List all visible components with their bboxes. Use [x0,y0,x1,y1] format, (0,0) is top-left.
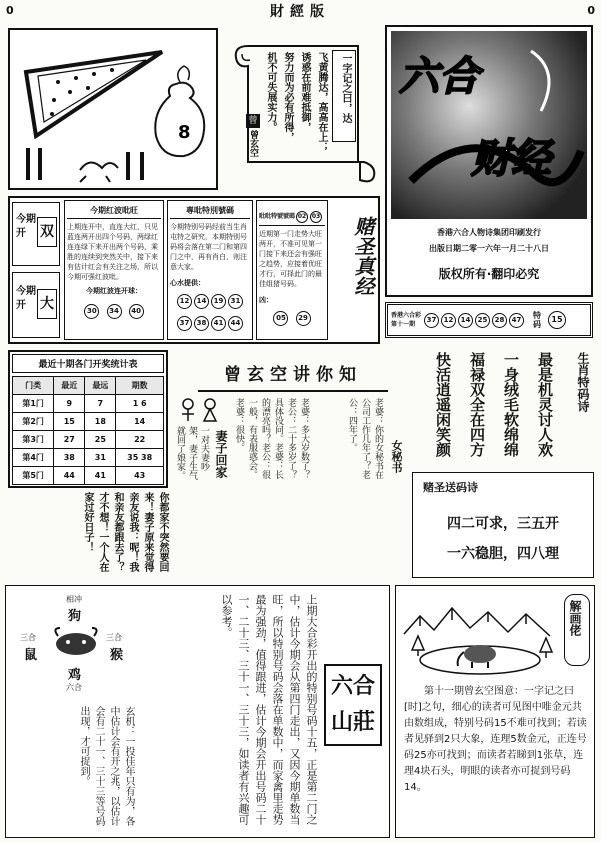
comic-secretary-dialog-b: 老婆：多大岁数了？老公：二十多岁了？具体没问。老婆：长的漂亮吗？老公：很一般，有表服惑会。老婆：很快。 [234,398,309,479]
magazine-cover [385,25,593,297]
number-ball: 40 [129,304,144,319]
zodiac-left-relation: 三合 [20,633,36,642]
interpreter-badge [564,594,590,666]
zodiac-poem-panel [412,348,594,468]
red-wave-numbers [67,298,161,320]
big-small-value: 大 [37,289,57,319]
zodiac-left-animal: 鼠 [24,648,38,663]
special-pick-title: 專吡特別號碼 [170,203,250,219]
table-cell: 31 [85,449,116,467]
door-stats-table [12,376,164,485]
number-ball: 25 [475,313,490,328]
results-numbers [423,312,525,329]
page-number-right: 0 [587,4,595,17]
zodiac-poem-title: 生肖特码诗 [576,352,590,412]
riddle-drawing-panel [8,28,218,190]
table-cell: 43 [116,467,164,485]
table-cell: 1 6 [116,395,164,413]
mountain-column-panel [5,585,390,838]
cover-art [391,31,587,219]
zodiac-right-animal: 猴 [110,648,124,663]
bird-icon [80,162,118,182]
table-cell: 27 [54,431,85,449]
poem-line: 最是机灵讨人欢 [536,352,554,457]
number-ball: 29 [296,311,311,326]
riddle-drawing [10,30,216,188]
saint-poem-line: 一六稳胆，四八理 [447,546,559,562]
table-cell: 第1门 [13,395,54,413]
picture-interpreter-panel [395,585,595,838]
cover-publisher: 香港六合人物诗集团印刷发行 [437,228,541,237]
poem-line: 一身绒毛软绵绵 [502,352,520,457]
red-wave-box [64,200,164,340]
table-cell: 第5门 [13,467,54,485]
big-small-label: 今期开 [16,286,36,311]
door-stats-panel [8,350,168,488]
motto-line: 机不可失展实力。 [265,52,276,132]
door-stats-title: 最近十期各门开奖统计表 [12,354,164,373]
number-ball: 37 [424,313,439,328]
results-lottery-name: 香港六合彩 [391,312,422,319]
number-ball: 37 [177,316,192,331]
interpreter-body: 第十一期曾玄空图意：一字记之曰[时]之句，细心的读者可见图中唯金元共由数组成，特别号码15不难可找到；若读者见驿到2只大象，连理5数金元，正连号码25亦可找到；而读者若睇到1张草，连理4块石头，明眼的读者亦可捉到号码14。 [404,686,587,793]
number-ball: 14 [194,294,209,309]
number-ball: 05 [273,311,288,326]
table-cell: 9 [54,395,85,413]
table-cell: 44 [54,467,85,485]
motto-verse [262,52,330,160]
ox-icon [50,626,102,660]
number-ball: 38 [194,316,209,331]
number-ball: 34 [107,304,122,319]
number-ball: 41 [211,316,226,331]
red-wave-footer: 今期红波连开球： [86,287,142,295]
comic-wife-label: 妻子回家 [214,430,228,478]
mountain-icon [404,608,550,636]
number-ball: 30 [84,304,99,319]
special-pick-body: 今期特别号码经前当生肖屯特之研究，本期特别号码将会落在第二门和第四门之中，再有肖白，则注意大家。 [170,223,247,271]
motto-scroll [228,34,378,184]
number-ball: 47 [509,313,524,328]
table-row [13,467,164,485]
lucky-pick-label: 凶： [259,296,273,304]
mountain-column-sign: 六合山莊 [324,664,382,746]
table-cell: 第2门 [13,413,54,431]
table-cell: 15 [54,413,85,431]
author-name: 曾玄空 [248,130,258,157]
jar-icon [155,66,204,156]
motto-line: 飞黄腾达，高高在上； [316,52,327,152]
lucky-pick-box [256,200,328,340]
special-pick-label: 心水提供： [170,279,205,287]
results-label [391,311,421,329]
zodiac-bottom-animal: 鸡 [68,668,82,683]
comic-title: 曾玄空讲你知 [198,360,388,392]
special-number-ball: 15 [548,311,566,329]
special-pick-box [167,200,253,340]
mountain-column-body: 上期大合彩开出的特别号码十五，正是第二门之中，估计今期会从第四门走出，又因今期单数当旺，所以特别号码会落在单数中，而家禽里走势最为强劲，值得跟进，估计今期会开出号码二十一、二十三、三十一、三十三，如读者有兴趣可以参考。 [220,594,318,825]
cover-logo-top: 六合 [399,54,479,100]
landscape-drawing [400,594,560,680]
results-bar [385,302,593,338]
mountain-hint: 玄机：一投佳年只有为，各中估计会有开之兆，以估计会有二十一、三十三等号码出现，才可捉到。 [78,706,134,826]
table-row [13,449,164,467]
table-cell: 第4门 [13,449,54,467]
number-ball: 12 [177,294,192,309]
table-row [13,431,164,449]
elephant-icon [458,645,496,668]
number-ball: 03 [310,211,322,223]
red-wave-body: 上期连开中，直连大红，只见蓝连两开出四个号码，两绿红连连绿下来开出两个号码，乘胜的连续到突然关中，接下来有估计红会有关注之场，所以今期可强红波吡。 [67,223,158,281]
table-cell: 14 [116,413,164,431]
number-ball: 44 [228,316,243,331]
cover-logo-bottom: 财经 [471,136,551,182]
number-ball: 14 [458,313,473,328]
author-seal: 曾 [246,114,260,128]
table-row [13,413,164,431]
odd-even-label: 今期开 [16,214,36,239]
triangle-flag-icon [26,52,162,136]
motto-line: 努力而为必有所得， [282,52,293,142]
poem-line: 福禄双全在四方 [468,352,486,457]
table-header: 最远 [85,377,116,395]
table-cell: 25 [85,431,116,449]
special-pick-numbers [170,288,250,332]
comic-wife-intro: 一对夫妻吵架，妻子生气就回了娘家。 [175,426,209,480]
odd-even-value: 双 [37,217,57,247]
results-issue: 第十一期 [391,321,416,328]
table-cell: 35 38 [116,449,164,467]
table-header: 最近 [54,377,85,395]
number-ball: 19 [211,294,226,309]
comic-secretary-label: 女秘书 [390,440,403,473]
zodiac-right-relation: 三合 [106,633,122,642]
number-ball: 02 [296,211,308,223]
saint-poem-line: 四二可求，三五开 [447,516,559,532]
comic-secretary-dialog-a: 老婆：你的女秘书在公司工作几年了？老公：四年了。 [347,398,383,479]
lucky-pick-body: 近期第一门走势大旺两开，不准可见第一门接下来还会有强旺之趋势，应接着优旺才行，可择此门的最佳组猪号码。 [259,230,322,288]
table-header: 门类 [13,377,54,395]
interpreter-label: 解画佬 [568,600,582,636]
results-special-label: 特码 [533,311,541,329]
table-header-row [13,377,164,395]
table-cell: 22 [116,431,164,449]
cover-rights: 版权所有·翻印必究 [438,267,540,281]
odd-even-box [12,202,60,266]
big-small-box [12,272,60,338]
section-title: 財經版 [270,4,330,20]
lucky-pick-title: 吡吡特號號碼 [259,213,296,220]
number-ball: 31 [228,294,243,309]
table-cell: 38 [54,449,85,467]
number-ball: 28 [492,313,507,328]
page-number-left: 0 [6,4,14,17]
table-cell: 18 [85,413,116,431]
poem-line: 快活逍遥闲笑颜 [434,352,452,457]
zodiac-bottom-relation: 六合 [66,683,82,692]
saint-poem-title: 赌圣送码诗 [423,481,478,494]
red-wave-title: 今期红波吡旺 [67,203,161,219]
cover-swirl-icon [391,31,587,219]
saint-poem-panel [412,472,594,578]
table-cell: 41 [85,467,116,485]
prediction-frame [8,196,380,344]
lucky-pick-numbers [259,305,325,327]
table-row [13,395,164,413]
comic-wife-story: 你都家不突然要回来！妻子原来觉得亲友说我：呢！我和亲友都跟去了？才不想！一个人在家过好日子！ [82,492,168,572]
motto-line: 诱惑在前难抵御， [299,52,310,132]
zodiac-wheel [18,594,138,700]
table-cell: 第3门 [13,431,54,449]
motto-heading: 一字记之曰，达 [332,50,356,142]
lucky-pick-header [259,203,325,226]
number-ball: 12 [441,313,456,328]
zodiac-poem-verse [422,352,562,464]
cover-date: 出版日期二零一六年一月二十八日 [429,244,549,253]
jar-number: 8 [178,122,191,143]
zodiac-top-relation: 相冲 [66,595,82,604]
table-header: 期数 [116,377,164,395]
calligraphy-title: 赌圣真经 [351,216,375,296]
comic-couple-icon [176,396,226,424]
table-cell: 7 [85,395,116,413]
zodiac-top-animal: 狗 [68,609,82,624]
